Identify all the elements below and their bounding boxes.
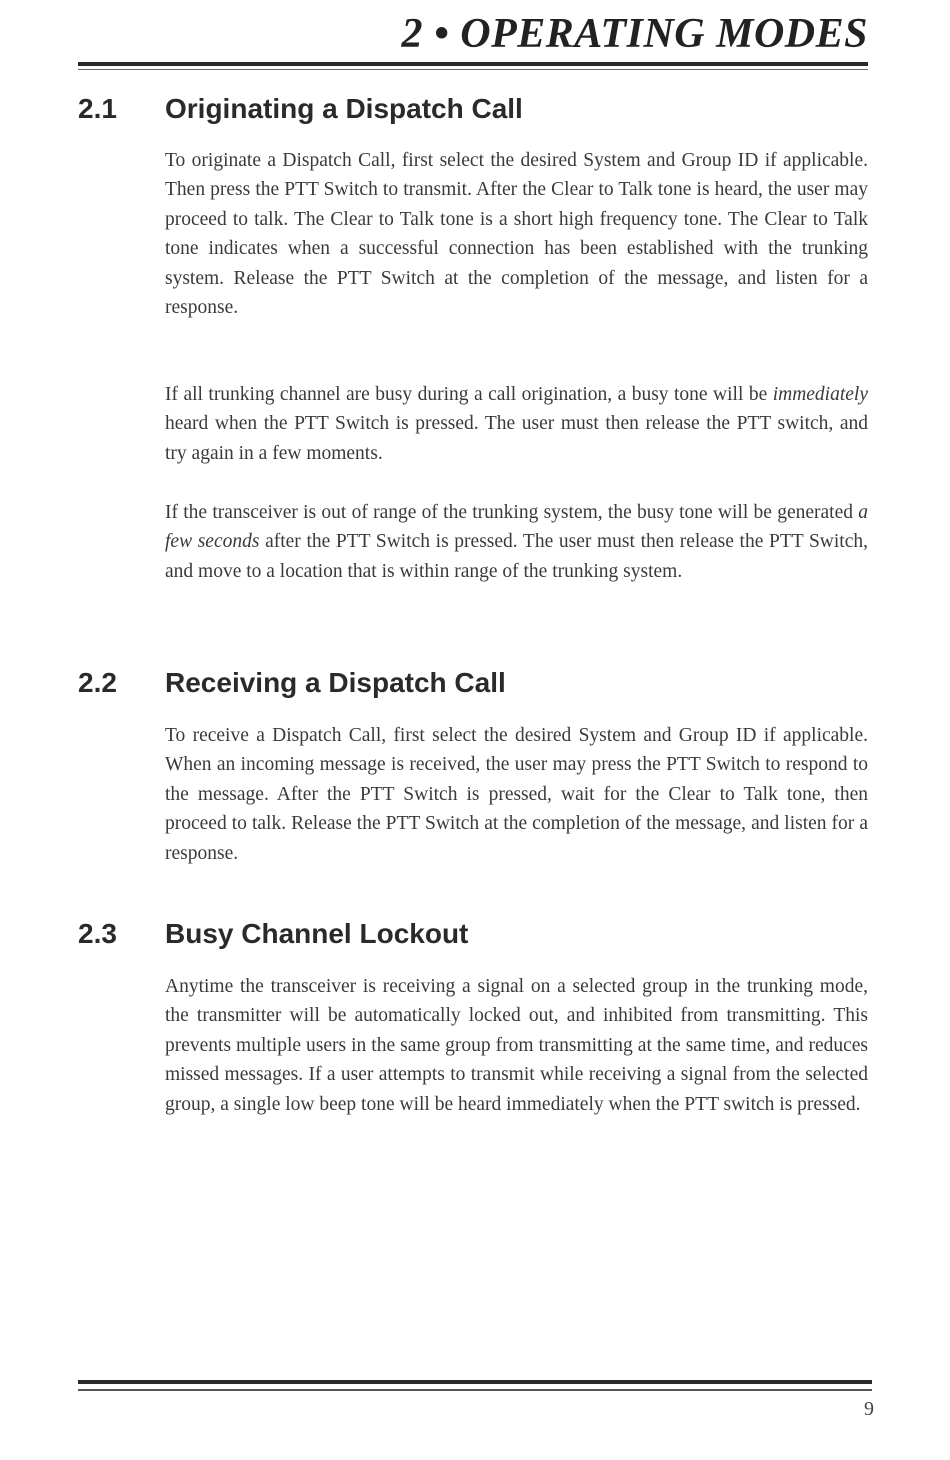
header-rule [78,62,868,66]
text-run: heard when the PTT Switch is pressed. The user must then release the PTT switch, and try again in a few moments. [165,413,868,464]
text-run: If all trunking channel are busy during a call origination, a busy tone will be [165,384,773,405]
page-number: 9 [864,1398,874,1420]
paragraph [165,972,868,1119]
paragraph [165,146,868,322]
text-run: To originate a Dispatch Call, first select the desired System and Group ID if applicable. Then press the PTT Switch to transmit. After the Clear to Talk tone is heard, the user may proceed to talk. The Clear to Talk tone is a short high frequency tone. The Clear to Talk tone indicates when a successful connection has been established with the trunking system. Release the PTT Switch at the completion of the message, and listen for a response. [165,150,868,319]
section-title: Receiving a Dispatch Call [165,667,506,698]
text-run: If the transceiver is out of range of the trunking system, the busy tone will be generated [165,502,859,523]
emphasis-text: a few seconds [165,502,868,553]
footer-rule [78,1380,872,1384]
footer-rule-thin [78,1389,872,1391]
section-number: 2.2 [78,667,117,698]
text-run: To receive a Dispatch Call, first select the desired System and Group ID if applicable. When an incoming message is received, the user may press the PTT Switch to respond to the message. After the PTT Switch is pressed, wait for the Clear to Talk tone, then proceed to talk. Release the PTT Switch at the completion of the message, and listen for a response. [165,725,868,864]
text-run: after the PTT Switch is pressed. The user must then release the PTT Switch, and move to a location that is within range of the trunking system. [165,531,868,582]
section-number: 2.3 [78,918,117,949]
paragraph [165,721,868,868]
text-run: Anytime the transceiver is receiving a signal on a selected group in the trunking mode, the transmitter will be automatically locked out, and inhibited from transmitting. This prevents multiple users in the same group from transmitting at the same time, and reduces missed messages. If a user attempts to transmit while receiving a signal from the selected group, a single low beep tone will be heard immediately when the PTT switch is pressed. [165,976,868,1115]
section-number: 2.1 [78,93,117,124]
section-title: Originating a Dispatch Call [165,93,523,124]
paragraph [165,498,868,586]
emphasis-text: immediately [772,384,868,405]
paragraph [165,380,868,468]
chapter-title: 2 • OPERATING MODES [401,11,868,57]
header-rule-thin [78,69,868,70]
section-title: Busy Channel Lockout [165,918,469,949]
